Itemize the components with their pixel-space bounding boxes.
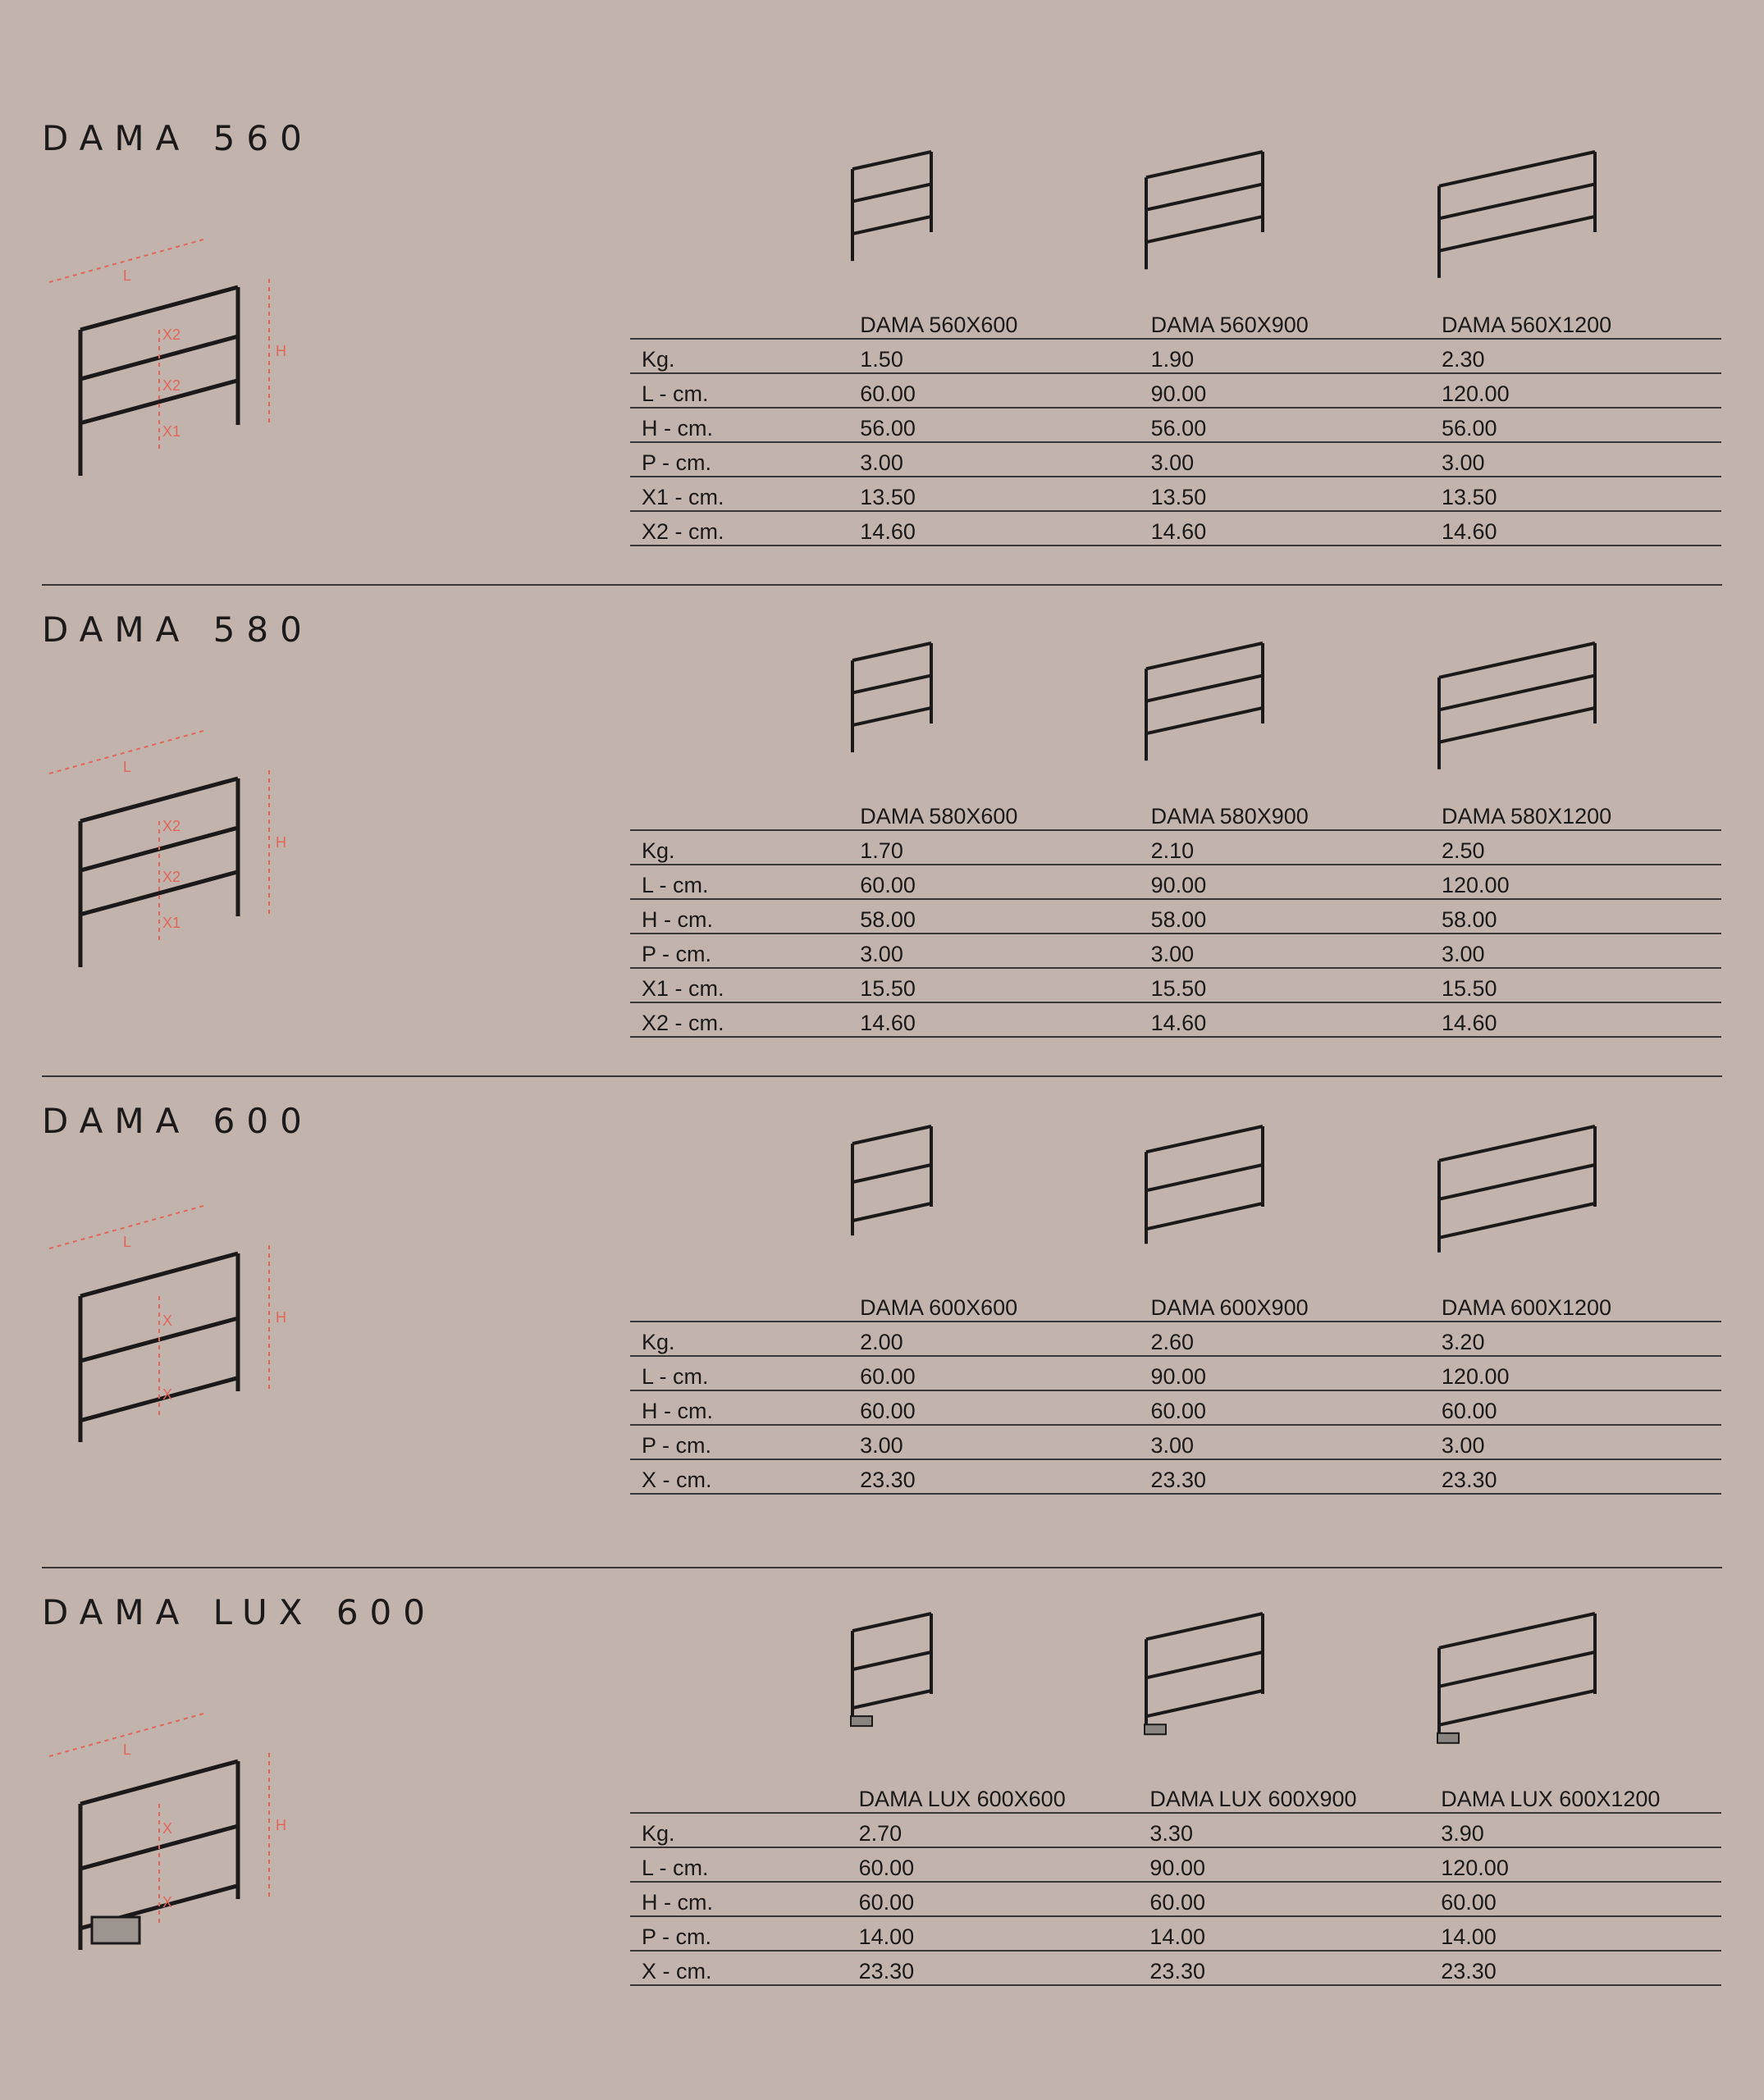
table-row	[630, 373, 1721, 408]
table-row	[630, 1813, 1721, 1847]
table-row	[630, 830, 1721, 865]
row-label: P - cm.	[630, 1425, 860, 1459]
dim-label-H: H	[276, 834, 286, 851]
row-value: 1.70	[860, 830, 1150, 865]
dim-label-L: L	[123, 759, 132, 775]
row-label: X - cm.	[630, 1951, 859, 1985]
product-thumbnail-3	[1436, 635, 1600, 786]
row-value: 2.60	[1150, 1322, 1441, 1356]
row-label: L - cm.	[630, 1847, 859, 1882]
row-value: 60.00	[1150, 1390, 1441, 1425]
dim-label-X: X	[162, 1312, 173, 1329]
section-divider	[42, 1567, 1722, 1568]
row-value: 58.00	[1442, 899, 1721, 934]
row-value: 14.60	[1151, 1002, 1442, 1037]
product-thumbnail-1	[849, 1605, 936, 1739]
row-value: 15.50	[1151, 968, 1442, 1002]
section-title: DAMA 560	[42, 118, 313, 158]
section-title: DAMA 580	[42, 609, 313, 650]
product-section	[0, 0, 1764, 544]
row-label: P - cm.	[630, 1916, 859, 1951]
row-label: Kg.	[630, 830, 860, 865]
model-name: DAMA 560X1200	[1442, 305, 1721, 339]
dim-label-H: H	[276, 1817, 286, 1833]
row-value: 3.00	[1442, 442, 1721, 477]
row-value: 90.00	[1150, 1356, 1441, 1390]
row-value: 13.50	[1442, 477, 1721, 511]
table-row	[630, 1322, 1721, 1356]
product-section	[0, 983, 1764, 1492]
row-value: 13.50	[1151, 477, 1442, 511]
row-label: X1 - cm.	[630, 477, 860, 511]
row-value: 90.00	[1149, 1847, 1441, 1882]
product-thumbnail-1	[849, 635, 936, 769]
row-value: 3.90	[1441, 1813, 1721, 1847]
row-label: Kg.	[630, 1813, 859, 1847]
row-value: 2.30	[1442, 339, 1721, 373]
table-row	[630, 1916, 1721, 1951]
table-row	[630, 934, 1721, 968]
row-value: 2.00	[860, 1322, 1150, 1356]
header-empty-cell	[630, 1779, 859, 1813]
row-value: 23.30	[1442, 1459, 1721, 1494]
model-name: DAMA 560X600	[860, 305, 1150, 339]
row-value: 13.50	[860, 477, 1150, 511]
table-header-row	[630, 1288, 1721, 1322]
row-value: 3.00	[1442, 1425, 1721, 1459]
row-value: 14.00	[1149, 1916, 1441, 1951]
row-value: 3.30	[1149, 1813, 1441, 1847]
dim-label-X2: X2	[162, 326, 181, 343]
model-name: DAMA LUX 600X600	[859, 1779, 1150, 1813]
row-value: 14.60	[1151, 511, 1442, 546]
row-value: 60.00	[860, 373, 1150, 408]
section-divider	[42, 584, 1722, 586]
model-name: DAMA 580X1200	[1442, 797, 1721, 830]
row-value: 56.00	[1442, 408, 1721, 442]
row-label: H - cm.	[630, 408, 860, 442]
row-value: 120.00	[1442, 1356, 1721, 1390]
table-row	[630, 1390, 1721, 1425]
model-name: DAMA 600X1200	[1442, 1288, 1721, 1322]
model-name: DAMA 560X900	[1151, 305, 1442, 339]
row-value: 23.30	[860, 1459, 1150, 1494]
dimension-diagram	[33, 1712, 328, 1999]
product-thumbnail-2	[1143, 635, 1268, 777]
row-value: 15.50	[1442, 968, 1721, 1002]
product-thumbnail-3	[1436, 1605, 1600, 1756]
dim-label-X1: X1	[162, 423, 181, 440]
row-value: 56.00	[860, 408, 1150, 442]
dimension-diagram	[33, 238, 328, 525]
product-thumbnail-1	[849, 1118, 936, 1252]
row-value: 60.00	[1149, 1882, 1441, 1916]
row-label: Kg.	[630, 339, 860, 373]
row-value: 14.60	[860, 511, 1150, 546]
model-name: DAMA 580X900	[1151, 797, 1442, 830]
product-thumbnail-2	[1143, 144, 1268, 285]
row-value: 2.70	[859, 1813, 1150, 1847]
row-value: 2.50	[1442, 830, 1721, 865]
row-value: 14.60	[1442, 511, 1721, 546]
product-thumbnail-2	[1143, 1118, 1268, 1260]
dim-label-X2: X2	[162, 818, 181, 834]
row-value: 60.00	[859, 1882, 1150, 1916]
row-label: H - cm.	[630, 1882, 859, 1916]
product-thumbnail-1	[849, 144, 936, 277]
model-name: DAMA 600X900	[1150, 1288, 1441, 1322]
row-value: 60.00	[860, 865, 1150, 899]
product-section	[0, 491, 1764, 1035]
table-header-row	[630, 1779, 1721, 1813]
model-name: DAMA LUX 600X1200	[1441, 1779, 1721, 1813]
dim-label-H: H	[276, 1309, 286, 1326]
row-value: 120.00	[1441, 1847, 1721, 1882]
dim-label-X2: X2	[162, 869, 181, 885]
row-value: 60.00	[859, 1847, 1150, 1882]
row-label: X1 - cm.	[630, 968, 860, 1002]
row-label: P - cm.	[630, 934, 860, 968]
row-value: 3.00	[1151, 934, 1442, 968]
table-row	[630, 899, 1721, 934]
dim-label-L: L	[123, 267, 132, 284]
row-value: 3.00	[1442, 934, 1721, 968]
row-value: 14.00	[859, 1916, 1150, 1951]
row-value: 23.30	[1441, 1951, 1721, 1985]
product-thumbnail-2	[1143, 1605, 1268, 1747]
table-row	[630, 1951, 1721, 1985]
row-label: L - cm.	[630, 865, 860, 899]
row-label: L - cm.	[630, 1356, 860, 1390]
row-value: 23.30	[859, 1951, 1150, 1985]
dim-label-H: H	[276, 343, 286, 359]
row-value: 23.30	[1150, 1459, 1441, 1494]
dim-label-X: X	[162, 1894, 173, 1911]
section-divider	[42, 1075, 1722, 1077]
row-label: X2 - cm.	[630, 1002, 860, 1037]
row-value: 1.90	[1151, 339, 1442, 373]
dimension-diagram	[33, 1204, 328, 1491]
section-title: DAMA LUX 600	[42, 1592, 436, 1632]
dim-label-X2: X2	[162, 377, 181, 394]
row-value: 60.00	[1441, 1882, 1721, 1916]
row-value: 3.20	[1442, 1322, 1721, 1356]
header-empty-cell	[630, 797, 860, 830]
row-value: 15.50	[860, 968, 1150, 1002]
row-value: 58.00	[1151, 899, 1442, 934]
row-value: 3.00	[1151, 442, 1442, 477]
row-label: H - cm.	[630, 1390, 860, 1425]
dim-label-L: L	[123, 1234, 132, 1250]
table-row	[630, 1425, 1721, 1459]
table-row	[630, 339, 1721, 373]
model-name: DAMA LUX 600X900	[1149, 1779, 1441, 1813]
row-value: 90.00	[1151, 373, 1442, 408]
table-row	[630, 1882, 1721, 1916]
table-row	[630, 408, 1721, 442]
product-thumbnail-3	[1436, 144, 1600, 294]
table-header-row	[630, 797, 1721, 830]
section-title: DAMA 600	[42, 1101, 313, 1141]
row-value: 14.00	[1441, 1916, 1721, 1951]
row-value: 56.00	[1151, 408, 1442, 442]
row-label: P - cm.	[630, 442, 860, 477]
row-value: 2.10	[1151, 830, 1442, 865]
dimension-diagram	[33, 729, 328, 1016]
row-value: 3.00	[1150, 1425, 1441, 1459]
row-value: 120.00	[1442, 373, 1721, 408]
spec-table	[630, 1779, 1721, 1986]
row-value: 60.00	[1442, 1390, 1721, 1425]
row-value: 1.50	[860, 339, 1150, 373]
product-section	[0, 1474, 1764, 1984]
row-label: X - cm.	[630, 1459, 860, 1494]
row-label: Kg.	[630, 1322, 860, 1356]
table-row	[630, 1847, 1721, 1882]
table-header-row	[630, 305, 1721, 339]
row-value: 14.60	[860, 1002, 1150, 1037]
dim-label-X: X	[162, 1820, 173, 1837]
table-row	[630, 442, 1721, 477]
row-value: 14.60	[1442, 1002, 1721, 1037]
row-label: X2 - cm.	[630, 511, 860, 546]
header-empty-cell	[630, 1288, 860, 1322]
product-thumbnail-3	[1436, 1118, 1600, 1269]
row-value: 60.00	[860, 1356, 1150, 1390]
row-value: 3.00	[860, 1425, 1150, 1459]
row-value: 3.00	[860, 934, 1150, 968]
spec-table	[630, 1288, 1721, 1495]
header-empty-cell	[630, 305, 860, 339]
row-label: L - cm.	[630, 373, 860, 408]
row-value: 60.00	[860, 1390, 1150, 1425]
dim-label-L: L	[123, 1742, 132, 1758]
row-value: 90.00	[1151, 865, 1442, 899]
model-name: DAMA 600X600	[860, 1288, 1150, 1322]
row-value: 58.00	[860, 899, 1150, 934]
row-value: 120.00	[1442, 865, 1721, 899]
table-row	[630, 865, 1721, 899]
dim-label-X1: X1	[162, 915, 181, 931]
row-value: 3.00	[860, 442, 1150, 477]
row-label: H - cm.	[630, 899, 860, 934]
table-row	[630, 1356, 1721, 1390]
row-value: 23.30	[1149, 1951, 1441, 1985]
dim-label-X: X	[162, 1386, 173, 1403]
model-name: DAMA 580X600	[860, 797, 1150, 830]
